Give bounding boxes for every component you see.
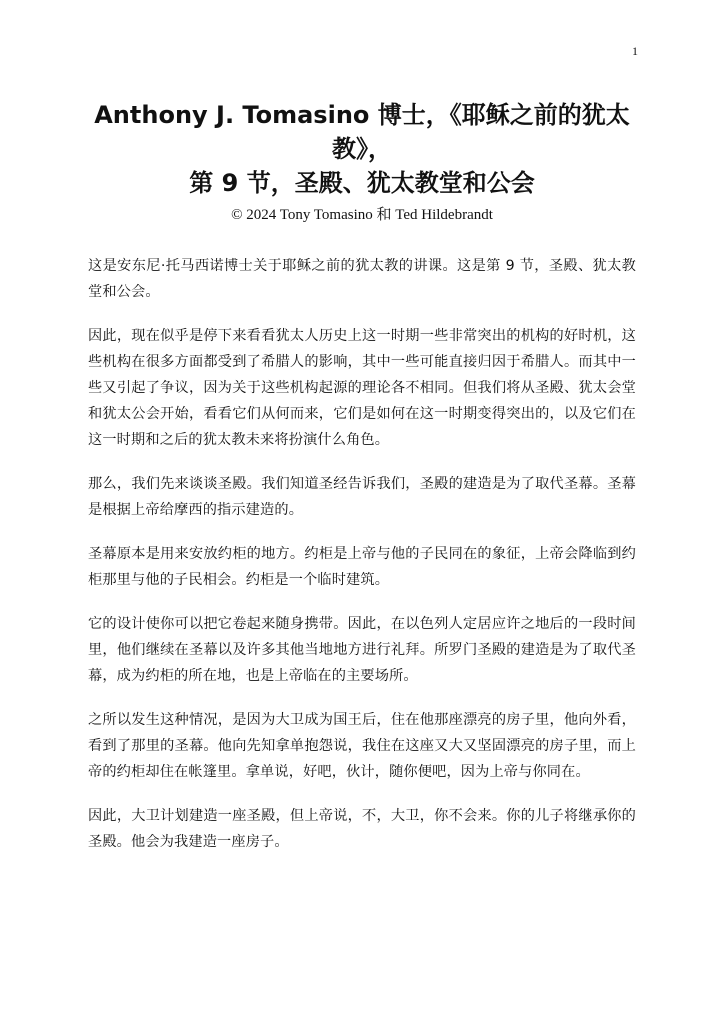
page-number: 1 <box>632 44 638 58</box>
paragraph-3: 那么，我们先来谈谈圣殿。我们知道圣经告诉我们，圣殿的建造是为了取代圣幕。圣幕是根据上帝给摩西的指示建造的。 <box>88 476 636 518</box>
paragraph-7: 因此，大卫计划建造一座圣殿，但上帝说，不，大卫，你不会来。你的儿子将继承你的圣殿。他会为我建造一座房子。 <box>88 808 636 850</box>
document-title <box>92 98 632 200</box>
copyright-line: © 2024 Tony Tomasino 和 Ted Hildebrandt <box>231 207 493 223</box>
paragraph-4: 圣幕原本是用来安放约柜的地方。约柜是上帝与他的子民同在的象征，上帝会降临到约柜那里与他的子民相会。约柜是一个临时建筑。 <box>88 546 636 588</box>
paragraph-5: 它的设计使你可以把它卷起来随身携带。因此，在以色列人定居应许之地后的一段时间里，他们继续在圣幕以及许多其他当地地方进行礼拜。所罗门圣殿的建造是为了取代圣幕，成为约柜的所在地，也是上帝临在的主要场所。 <box>88 616 636 684</box>
paragraph-2: 因此，现在似乎是停下来看看犹太人历史上这一时期一些非常突出的机构的好时机，这些机构在很多方面都受到了希腊人的影响，其中一些可能直接归因于希腊人。而其中一些又引起了争议，因为关于这些机构起源的理论各不相同。但我们将从圣殿、犹太会堂和犹太公会开始，看看它们从何而来，它们是如何在这一时期变得突出的，以及它们在这一时期和之后的犹太教未来将扮演什么角色。 <box>88 328 636 448</box>
paragraph-1: 这是安东尼·托马西诺博士关于耶稣之前的犹太教的讲课。这是第 9 节，圣殿、犹太教堂和公会。 <box>88 258 636 300</box>
paragraph-6: 之所以发生这种情况，是因为大卫成为国王后，住在他那座漂亮的房子里，他向外看，看到了那里的圣幕。他向先知拿单抱怨说，我住在这座又大又坚固漂亮的房子里，而上帝的约柜却住在帐篷里。拿单说，好吧，伙计，随你便吧，因为上帝与你同在。 <box>88 712 636 780</box>
title-line-1: Anthony J. Tomasino 博士，《耶稣之前的犹太 <box>94 101 630 129</box>
document-body <box>88 253 636 873</box>
title-line-2: 教》， <box>332 135 392 163</box>
title-line-3: 第 9 节，圣殿、犹太教堂和公会 <box>189 169 535 197</box>
